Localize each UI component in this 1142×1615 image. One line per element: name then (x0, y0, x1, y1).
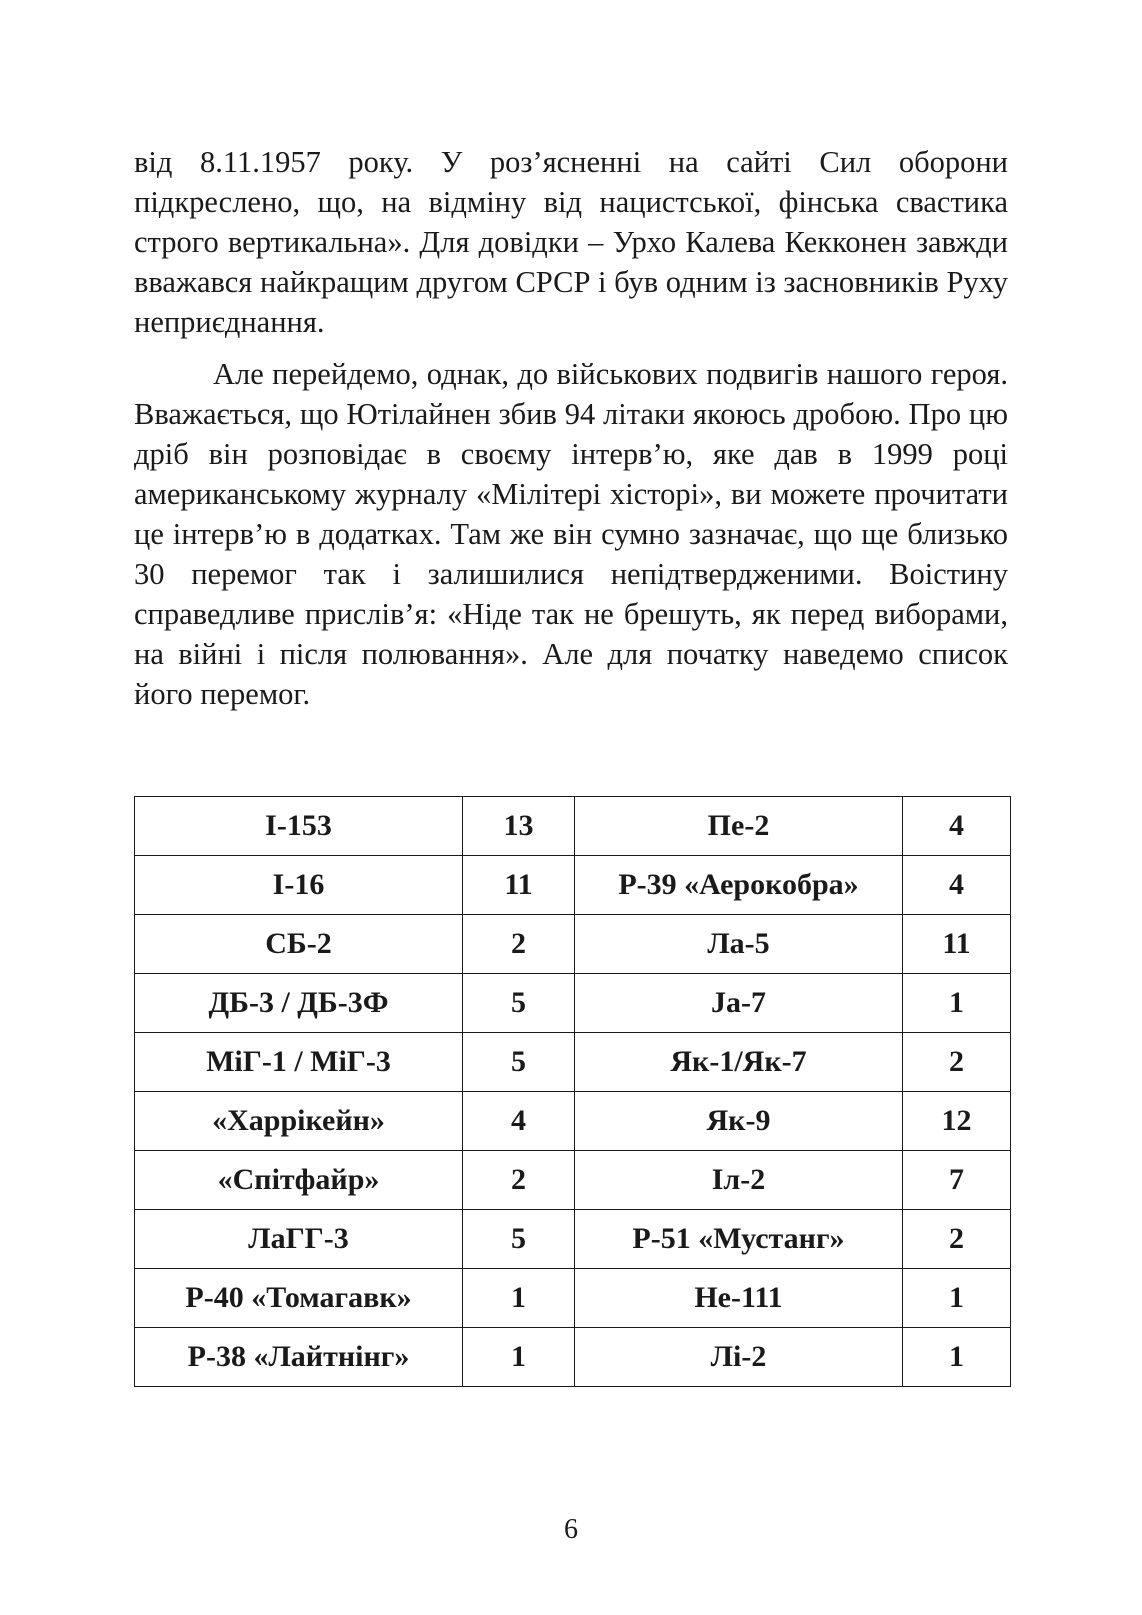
table-row (135, 797, 1011, 856)
paragraph-victories-intro: Але перейдемо, однак, до військових подвигів нашого героя. Вважається, що Ютілайнен збив 94 літаки якоюсь дробою. Про цю дріб він розповідає в своєму інтерв’ю, яке дав в 1999 році американському журналу «Мілітері хісторі», ви можете прочитати це інтерв’ю в додатках. Там же він сумно зазначає, що ще близько 30 перемог так і залишилися непідтвердженими. Воістину справедливе прислів’я: «Ніде так не брешуть, як перед виборами, на війні і після полювання». Але для початку наведемо список його перемог. (134, 357, 1008, 711)
table-row (135, 1269, 1011, 1328)
aircraft-cell: І-153 (135, 797, 463, 856)
count-cell: 5 (463, 974, 575, 1033)
count-cell: 4 (903, 797, 1011, 856)
count-cell: 1 (903, 1269, 1011, 1328)
table-row (135, 1092, 1011, 1151)
aircraft-cell: Іл-2 (575, 1151, 903, 1210)
count-cell: 2 (903, 1210, 1011, 1269)
count-cell: 13 (463, 797, 575, 856)
count-cell: 2 (463, 915, 575, 974)
aircraft-cell: Пе-2 (575, 797, 903, 856)
count-cell: 1 (903, 1328, 1011, 1387)
aircraft-cell: Р-39 «Аерокобра» (575, 856, 903, 915)
count-cell: 1 (903, 974, 1011, 1033)
victories-table-container (134, 796, 1010, 1387)
aircraft-cell: І-16 (135, 856, 463, 915)
count-cell: 4 (463, 1092, 575, 1151)
count-cell: 5 (463, 1210, 575, 1269)
count-cell: 4 (903, 856, 1011, 915)
page-number: 6 (564, 1514, 578, 1545)
count-cell: 11 (463, 856, 575, 915)
aircraft-cell: МіГ-1 / МіГ-3 (135, 1033, 463, 1092)
table-row (135, 1151, 1011, 1210)
table-row (135, 915, 1011, 974)
body-text (134, 142, 1008, 714)
count-cell: 1 (463, 1269, 575, 1328)
count-cell: 7 (903, 1151, 1011, 1210)
aircraft-cell: Як-1/Як-7 (575, 1033, 903, 1092)
table-row (135, 1210, 1011, 1269)
aircraft-cell: «Харрікейн» (135, 1092, 463, 1151)
count-cell: 12 (903, 1092, 1011, 1151)
count-cell: 2 (903, 1033, 1011, 1092)
paragraph-continuation: від 8.11.1957 року. У роз’ясненні на сайті Сил оборони підкреслено, що, на відміну від нацистської, фінська свастика строго вертикальна». Для довідки – Урхо Калева Кекконен завжди вважався найкращим другом СРСР і був одним із засновників Руху неприєднання. (134, 145, 1009, 339)
count-cell: 1 (463, 1328, 575, 1387)
aircraft-cell: Р-40 «Томагавк» (135, 1269, 463, 1328)
table-row (135, 974, 1011, 1033)
aircraft-cell: Р-51 «Мустанг» (575, 1210, 903, 1269)
table-row (135, 856, 1011, 915)
count-cell: 5 (463, 1033, 575, 1092)
table-row (135, 1033, 1011, 1092)
aircraft-cell: Ja-7 (575, 974, 903, 1033)
aircraft-cell: ЛаГГ-3 (135, 1210, 463, 1269)
victories-table (134, 796, 1011, 1387)
aircraft-cell: Р-38 «Лайтнінг» (135, 1328, 463, 1387)
count-cell: 11 (903, 915, 1011, 974)
aircraft-cell: Як-9 (575, 1092, 903, 1151)
aircraft-cell: «Спітфайр» (135, 1151, 463, 1210)
table-row (135, 1328, 1011, 1387)
count-cell: 2 (463, 1151, 575, 1210)
aircraft-cell: Ла-5 (575, 915, 903, 974)
aircraft-cell: ДБ-3 / ДБ-3Ф (135, 974, 463, 1033)
aircraft-cell: Не-111 (575, 1269, 903, 1328)
aircraft-cell: СБ-2 (135, 915, 463, 974)
aircraft-cell: Лі-2 (575, 1328, 903, 1387)
